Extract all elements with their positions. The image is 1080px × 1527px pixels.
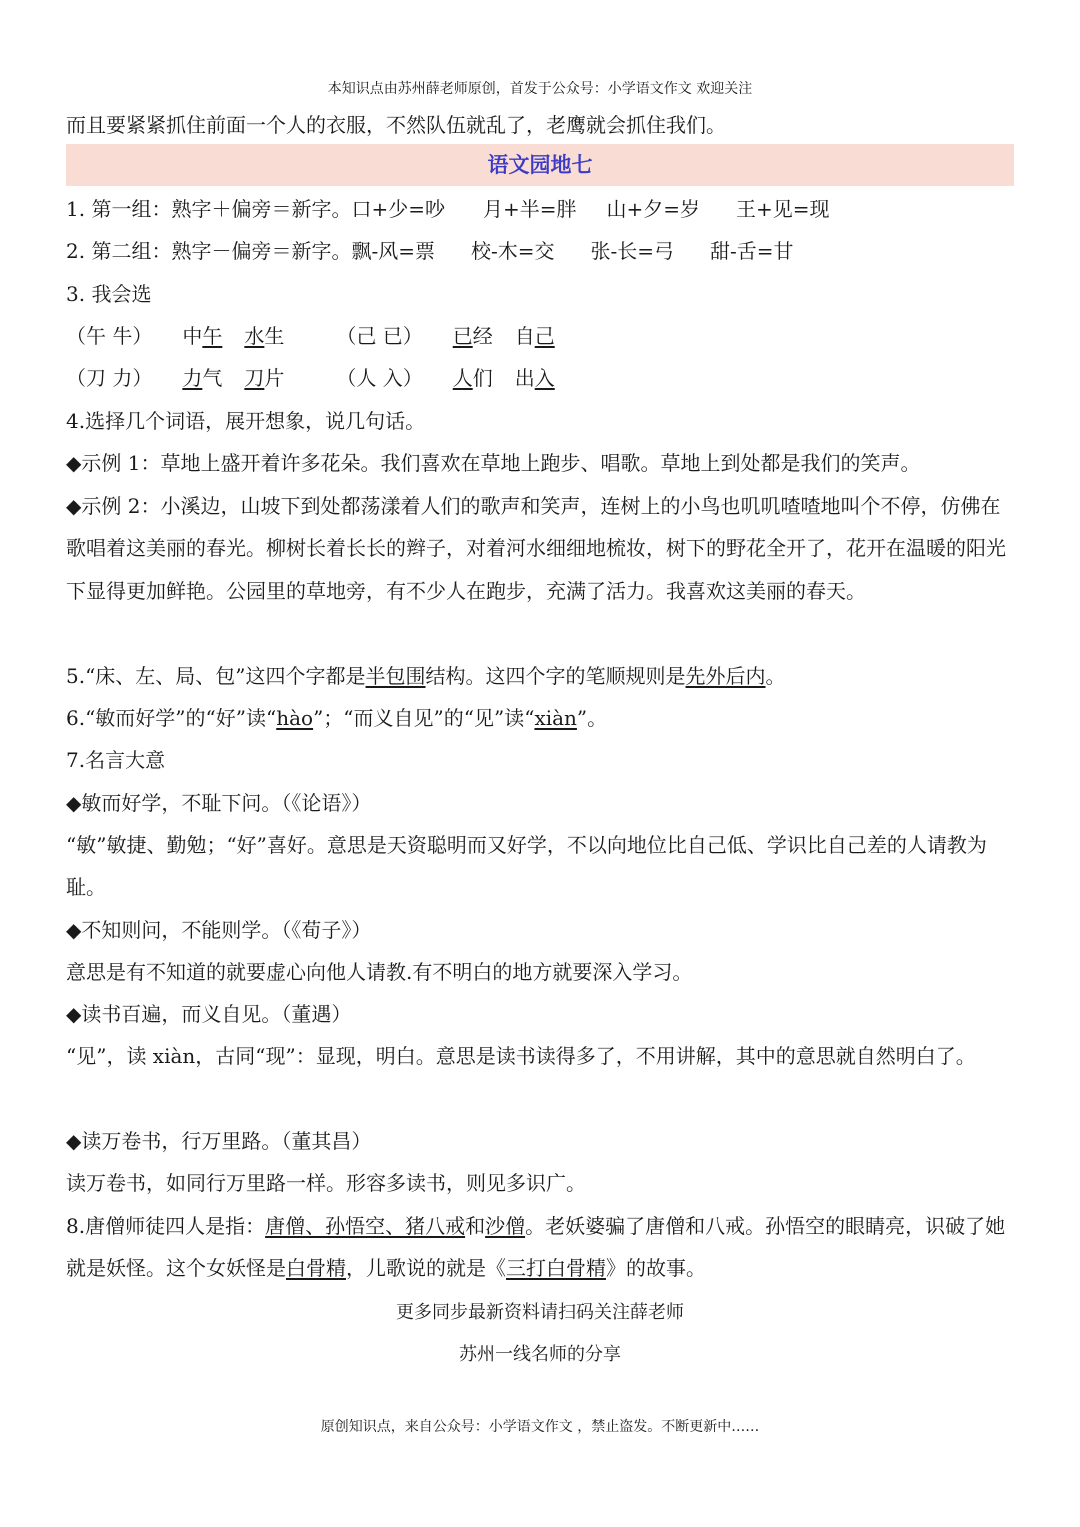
footer-scan-note: 更多同步最新资料请扫码关注薛老师 bbox=[396, 1302, 684, 1323]
intro-line: 而且要紧紧抓住前面一个人的衣服，不然队伍就乱了，老鹰就会抓住我们。 bbox=[66, 113, 726, 137]
answer: 三打白骨精 bbox=[506, 1256, 606, 1281]
quote-4: ◆读万卷书，行万里路。（董其昌） bbox=[66, 1129, 372, 1153]
item2 bbox=[66, 236, 1014, 266]
text: ”；“而义自见”的“见”读“ bbox=[313, 706, 535, 730]
text: 。 bbox=[765, 664, 786, 688]
item2-eq: 校-木=交 bbox=[470, 239, 555, 263]
answer: 唐僧、孙悟空、猪八戒 bbox=[265, 1214, 466, 1238]
quote-3-explanation bbox=[66, 1035, 1014, 1077]
section-title: 语文园地七 bbox=[66, 144, 1014, 186]
answer: 白骨精 bbox=[286, 1256, 346, 1281]
quote-1-explanation bbox=[66, 824, 1014, 909]
answer: 沙僧 bbox=[485, 1214, 526, 1238]
item3-row2 bbox=[66, 363, 1014, 393]
text: 和 bbox=[465, 1214, 486, 1238]
text: 6.“敏而好学”的“好”读“ bbox=[66, 706, 277, 730]
example-text: 草地上盛开着许多花朵。我们喜欢在草地上跑步、唱歌。草地上到处都是我们的笑声。 bbox=[160, 451, 921, 475]
word-part: 生 bbox=[264, 324, 285, 348]
item2-eq: 飘-风=票 bbox=[351, 239, 435, 263]
example-text: 小溪边，山坡下到处都荡漾着人们的歌声和笑声，连树上的小鸟也叽叽喳喳地叫个不停，仿佛在歌唱着这美丽的春光。柳树长着长长的辫子，对着河水细细地梳妆，树下的野花全开了，花开在温暖的阳光下显得更加鲜艳。公园里的草地旁，有不少人在跑步，充满了活力。我喜欢这美丽的春天。 bbox=[66, 494, 1006, 603]
item1-eq: 王+见=现 bbox=[736, 197, 830, 221]
item1-eq: 山+夕=岁 bbox=[606, 197, 700, 221]
answer-char: 午 bbox=[202, 324, 223, 348]
choice-pair: （刀 力） bbox=[66, 366, 153, 390]
item4-title: 4.选择几个词语，展开想象，说几句话。 bbox=[66, 409, 426, 433]
text: 》的故事。 bbox=[606, 1256, 706, 1281]
item5 bbox=[66, 661, 1014, 691]
quote-4-explanation: 读万卷书，如同行万里路一样。形容多读书，则见多识广。 bbox=[66, 1171, 586, 1195]
word-part: 气 bbox=[202, 366, 223, 390]
word-part: 们 bbox=[472, 366, 493, 390]
item7-title: 7.名言大意 bbox=[66, 748, 166, 772]
footer-copyright: 原创知识点，来自公众号：小学语文作文 ，禁止盗发。不断更新中…… bbox=[320, 1419, 760, 1435]
text: 结构。这四个字的笔顺规则是 bbox=[425, 664, 686, 688]
answer-char: 己 bbox=[534, 324, 555, 348]
word-part: 中 bbox=[182, 324, 203, 348]
word-part: 出 bbox=[514, 366, 535, 390]
item8 bbox=[66, 1205, 1014, 1290]
item2-eq: 张-长=弓 bbox=[590, 239, 674, 263]
item2-lead: 2. 第二组：熟字－偏旁＝新字。 bbox=[66, 239, 352, 263]
answer-char: 水 bbox=[244, 324, 265, 348]
quote-2: ◆不知则问，不能则学。（《荀子》） bbox=[66, 918, 372, 942]
word-part: 片 bbox=[264, 366, 285, 390]
quote-1: ◆敏而好学，不耻下问。（《论语》） bbox=[66, 791, 372, 815]
item6 bbox=[66, 703, 1014, 733]
word-part: 自 bbox=[514, 324, 535, 348]
item2-eq: 甜-舌=甘 bbox=[710, 239, 794, 263]
item1-eq: 月+半=胖 bbox=[482, 197, 577, 221]
item1-lead: 1. 第一组：熟字＋偏旁＝新字。 bbox=[66, 197, 352, 221]
text: ，儿歌说的就是《 bbox=[346, 1256, 506, 1281]
answer: hào bbox=[276, 706, 314, 730]
item1 bbox=[66, 194, 1014, 224]
text: ”。 bbox=[576, 706, 608, 730]
answer: 先外后内 bbox=[685, 664, 766, 688]
word-part: 经 bbox=[472, 324, 493, 348]
footer-share-note: 苏州一线名师的分享 bbox=[459, 1344, 621, 1365]
answer-char: 刀 bbox=[244, 366, 265, 390]
item3-row1 bbox=[66, 321, 1014, 351]
item3-title: 3. 我会选 bbox=[66, 282, 152, 306]
answer-char: 人 bbox=[452, 366, 473, 390]
answer: xiàn bbox=[534, 706, 577, 730]
text: “敏”敏捷、勤勉；“好”喜好。意思是天资聪明而又好学，不以向地位比自己低、学识比自己差的人请教为耻。 bbox=[66, 833, 987, 900]
item4-example1 bbox=[66, 442, 1014, 484]
text: “见”，读 xiàn，古同“现”：显现，明白。意思是读书读得多了，不用讲解，其中的意思就自然明白了。 bbox=[66, 1044, 976, 1068]
choice-pair: （午 牛） bbox=[66, 324, 153, 348]
example-label: ◆示例 2： bbox=[66, 494, 161, 518]
answer-char: 力 bbox=[182, 366, 203, 390]
quote-2-explanation: 意思是有不知道的就要虚心向他人请教.有不明白的地方就要深入学习。 bbox=[66, 960, 693, 984]
example-label: ◆示例 1： bbox=[66, 451, 161, 475]
answer-char: 已 bbox=[452, 324, 473, 348]
item1-eq: 口+少=吵 bbox=[351, 197, 445, 221]
choice-pair: （己 已） bbox=[336, 324, 423, 348]
answer: 半包围 bbox=[365, 664, 426, 688]
text: 5.“床、左、局、包”这四个字都是 bbox=[66, 664, 366, 688]
choice-pair: （人 入） bbox=[336, 366, 423, 390]
item4-example2 bbox=[66, 485, 1014, 612]
header-note: 本知识点由苏州薛老师原创，首发于公众号：小学语文作文 欢迎关注 bbox=[327, 81, 753, 97]
answer-char: 入 bbox=[534, 366, 555, 390]
text: 。老妖婆骗了唐僧和八戒。孙悟空的眼睛亮，识破了她就是妖怪。这个女妖怪是 bbox=[66, 1214, 1006, 1281]
text: 8.唐僧师徒四人是指： bbox=[66, 1214, 266, 1238]
quote-3: ◆读书百遍，而义自见。（董遇） bbox=[66, 1002, 352, 1026]
